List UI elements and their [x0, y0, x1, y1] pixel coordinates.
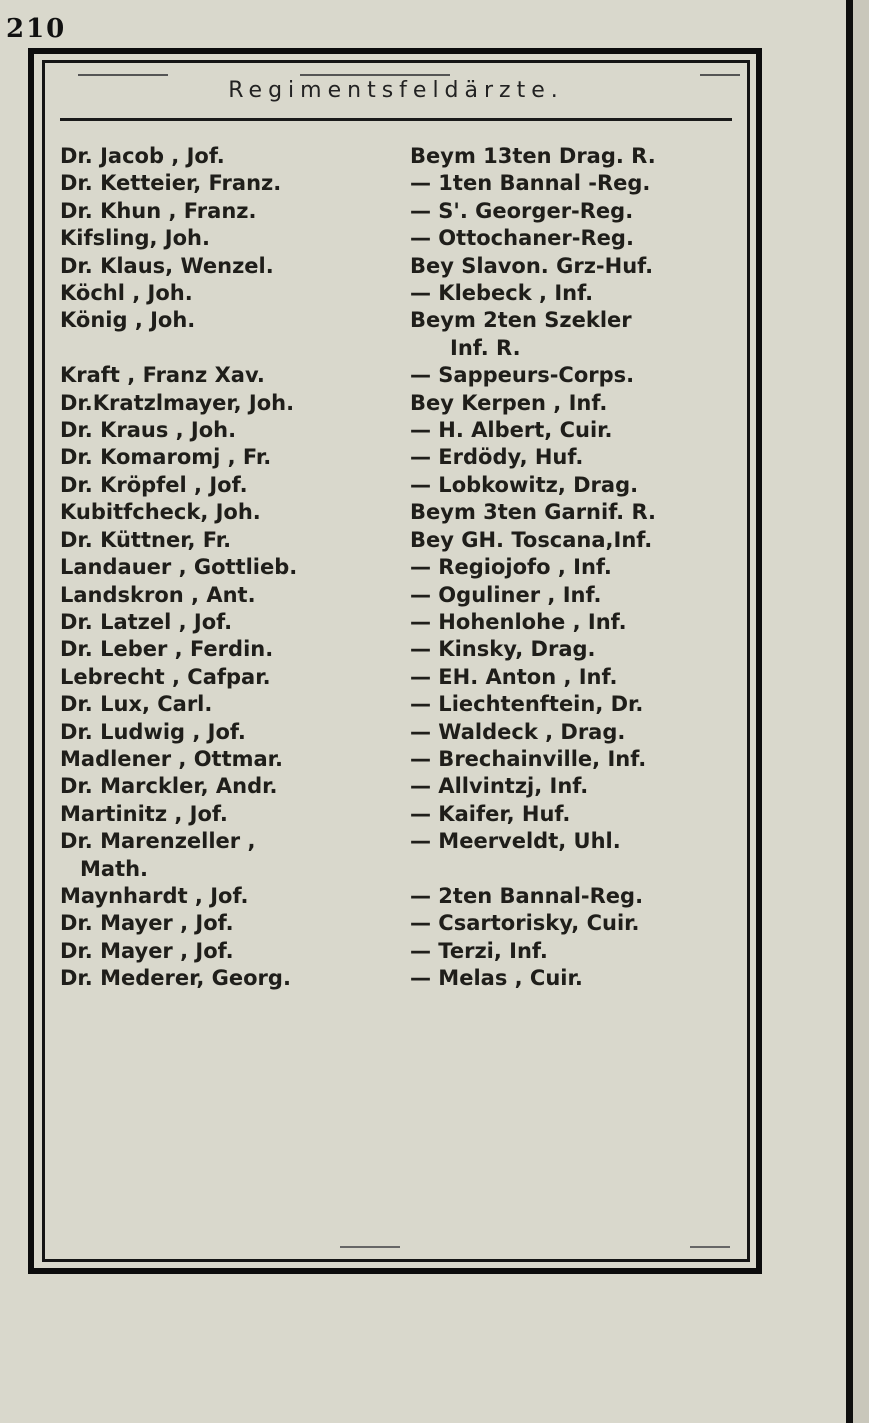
regiment-assignment: — Meerveldt, Uhl.	[410, 829, 621, 854]
physician-name: Dr.Kratzlmayer, Joh.	[60, 390, 295, 415]
physician-name: Kraft , Franz Xav.	[60, 363, 265, 388]
regiment-assignment: — 1ten Bannal -Reg.	[410, 171, 651, 196]
physician-name: Dr. Klaus, Wenzel.	[60, 253, 274, 278]
physician-name: Dr. Komaromj , Fr.	[60, 445, 272, 470]
entry-row	[60, 965, 750, 992]
physician-name: Dr. Mederer, Georg.	[60, 966, 291, 991]
regiment-assignment: — EH. Anton , Inf.	[410, 664, 618, 689]
entry-row	[60, 554, 750, 581]
frame-ornament	[340, 1246, 400, 1248]
entry-row	[60, 225, 750, 252]
physician-name: Martinitz , Jof.	[60, 801, 228, 826]
regiment-assignment: Bey GH. Toscana,Inf.	[410, 527, 653, 552]
frame-ornament	[690, 1246, 730, 1248]
page-edge-rule	[846, 0, 853, 1423]
physician-name: Dr. Marckler, Andr.	[60, 774, 278, 799]
entry-list	[60, 143, 750, 993]
physician-name: Dr. Khun , Franz.	[60, 198, 257, 223]
page-edge-strip	[853, 0, 869, 1423]
regiment-assignment: — Kaifer, Huf.	[410, 801, 571, 826]
title-rule	[60, 118, 732, 121]
physician-name: Köchl , Joh.	[60, 281, 193, 306]
entry-row	[60, 143, 750, 170]
regiment-assignment: — Regiojofo , Inf.	[410, 555, 612, 580]
entry-row	[60, 719, 750, 746]
regiment-assignment: — Oguliner , Inf.	[410, 582, 602, 607]
physician-name: Dr. Ketteier, Franz.	[60, 171, 282, 196]
regiment-assignment: — Lobkowitz, Drag.	[410, 472, 639, 497]
entry-row	[60, 472, 750, 499]
page-number: 210	[6, 14, 67, 44]
regiment-assignment: — Allvintzj, Inf.	[410, 774, 589, 799]
regiment-assignment: Bey Slavon. Grz-Huf.	[410, 253, 654, 278]
entry-row	[60, 582, 750, 609]
entry-row	[60, 253, 750, 280]
entry-row	[60, 609, 750, 636]
regiment-assignment: Beym 2ten Szekler Inf. R.	[410, 307, 750, 362]
regiment-assignment: — Hohenlohe , Inf.	[410, 609, 627, 634]
entry-row	[60, 883, 750, 910]
regiment-continuation: Inf. R.	[450, 335, 521, 360]
physician-name: Dr. Marenzeller , Math.	[60, 828, 410, 883]
physician-name-continuation: Math.	[80, 856, 149, 881]
entry-row	[60, 773, 750, 800]
entry-row	[60, 746, 750, 773]
physician-name: Kifsling, Joh.	[60, 226, 210, 251]
entry-row	[60, 280, 750, 307]
frame-ornament	[700, 74, 740, 76]
regiment-assignment: Bey Kerpen , Inf.	[410, 390, 608, 415]
regiment-assignment: — Erdödy, Huf.	[410, 445, 584, 470]
physician-name: Dr. Mayer , Jof.	[60, 938, 234, 963]
physician-name: König , Joh.	[60, 308, 196, 333]
regiment-assignment: — Ottochaner-Reg.	[410, 226, 634, 251]
physician-name: Lebrecht , Cafpar.	[60, 664, 271, 689]
physician-name: Landauer , Gottlieb.	[60, 555, 298, 580]
regiment-assignment: Beym 3ten Garnif. R.	[410, 500, 657, 525]
regiment-assignment: — Kinsky, Drag.	[410, 637, 596, 662]
physician-name: Dr. Kraus , Joh.	[60, 418, 237, 443]
regiment-assignment: Beym 13ten Drag. R.	[410, 144, 656, 168]
entry-row	[60, 499, 750, 526]
physician-name: Dr. Ludwig , Jof.	[60, 719, 246, 744]
regiment-assignment: — Klebeck , Inf.	[410, 281, 594, 306]
entry-row	[60, 691, 750, 718]
entry-row	[60, 527, 750, 554]
physician-name: Dr. Leber , Ferdin.	[60, 637, 274, 662]
regiment-assignment: — H. Albert, Cuir.	[410, 418, 613, 443]
entry-row	[60, 390, 750, 417]
entry-row	[60, 170, 750, 197]
entry-row	[60, 938, 750, 965]
entry-row	[60, 636, 750, 663]
entry-row	[60, 444, 750, 471]
regiment-assignment: — Csartorisky, Cuir.	[410, 911, 640, 936]
physician-name: Dr. Kröpfel , Jof.	[60, 472, 248, 497]
entry-row	[60, 417, 750, 444]
physician-name: Dr. Jacob , Jof.	[60, 144, 225, 168]
frame-ornament	[300, 74, 450, 76]
physician-name: Landskron , Ant.	[60, 582, 256, 607]
regiment-assignment: — Liechtenftein, Dr.	[410, 692, 644, 717]
regiment-assignment: — Melas , Cuir.	[410, 966, 583, 991]
physician-name: Kubitfcheck, Joh.	[60, 500, 261, 525]
section-title: Regimentsfeldärzte.	[228, 78, 564, 103]
physician-name: Dr. Mayer , Jof.	[60, 911, 234, 936]
physician-name: Dr. Lux, Carl.	[60, 692, 213, 717]
physician-name: Dr. Latzel , Jof.	[60, 609, 233, 634]
physician-name: Maynhardt , Jof.	[60, 883, 249, 908]
regiment-assignment: — S'. Georger-Reg.	[410, 198, 634, 223]
entry-row	[60, 664, 750, 691]
regiment-assignment: — Sappeurs-Corps.	[410, 363, 635, 388]
regiment-assignment: — Brechainville, Inf.	[410, 746, 647, 771]
entry-row	[60, 307, 750, 362]
entry-row	[60, 801, 750, 828]
entry-row	[60, 910, 750, 937]
regiment-assignment: — Terzi, Inf.	[410, 938, 548, 963]
frame-ornament	[78, 74, 168, 76]
regiment-assignment: — Waldeck , Drag.	[410, 719, 626, 744]
entry-row	[60, 828, 750, 883]
physician-name: Dr. Küttner, Fr.	[60, 527, 232, 552]
physician-name: Madlener , Ottmar.	[60, 746, 284, 771]
regiment-assignment: — 2ten Bannal-Reg.	[410, 883, 644, 908]
entry-row	[60, 198, 750, 225]
entry-row	[60, 362, 750, 389]
